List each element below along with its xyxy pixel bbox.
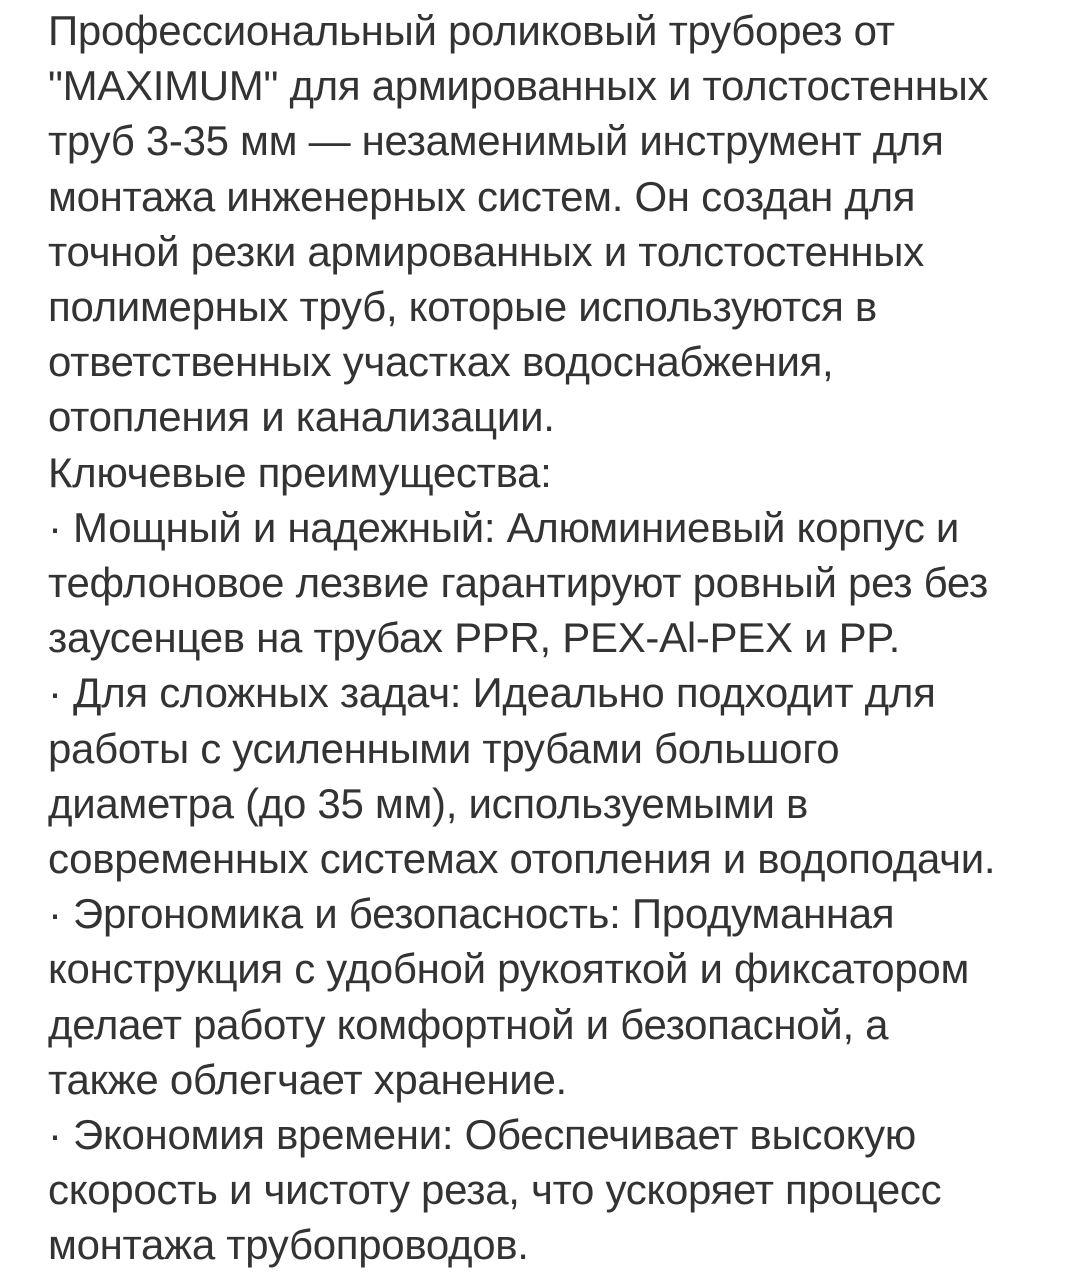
description-line: монтажа инженерных систем. Он создан для [48, 172, 916, 220]
bullet-item-complex-tasks: · Для сложных задач: Идеально подходит для [48, 669, 936, 717]
description-line: монтажа трубопроводов. [48, 1221, 529, 1269]
description-line: точной резки армированных и толстостенных [48, 227, 924, 275]
description-line: "MAXIMUM" для армированных и толстостенных [48, 62, 989, 110]
advantages-heading: Ключевые преимущества: [48, 448, 552, 496]
bullet-item-powerful: · Мощный и надежный: Алюминиевый корпус и [48, 503, 960, 551]
bullet-item-ergonomics: · Эргономика и безопасность: Продуманная [48, 890, 895, 938]
description-line: работы с усиленными трубами большого [48, 724, 840, 772]
description-line: полимерных труб, которые используются в [48, 283, 877, 331]
description-line: заусенцев на трубах PPR, PEX-Al-PEX и PP. [48, 614, 900, 662]
description-line: труб 3-35 мм — незаменимый инструмент для [48, 117, 944, 165]
description-line: конструкция с удобной рукояткой и фиксатором [48, 945, 970, 993]
description-line: также облегчает хранение. [48, 1055, 567, 1103]
description-line: Профессиональный роликовый труборез от [48, 7, 895, 54]
description-line: диаметра (до 35 мм), используемыми в [48, 779, 809, 827]
description-line: ответственных участках водоснабжения, [48, 338, 834, 386]
description-line: тефлоновое лезвие гарантируют ровный рез без [48, 559, 988, 607]
bullet-item-time-saving: · Экономия времени: Обеспечивает высокую [48, 1111, 917, 1159]
description-line: скорость и чистоту реза, что ускоряет процесс [48, 1166, 942, 1214]
description-line: отопления и канализации. [48, 393, 555, 441]
description-line: делает работу комфортной и безопасной, а [48, 1000, 889, 1048]
description-line: современных системах отопления и водоподачи. [48, 835, 996, 883]
